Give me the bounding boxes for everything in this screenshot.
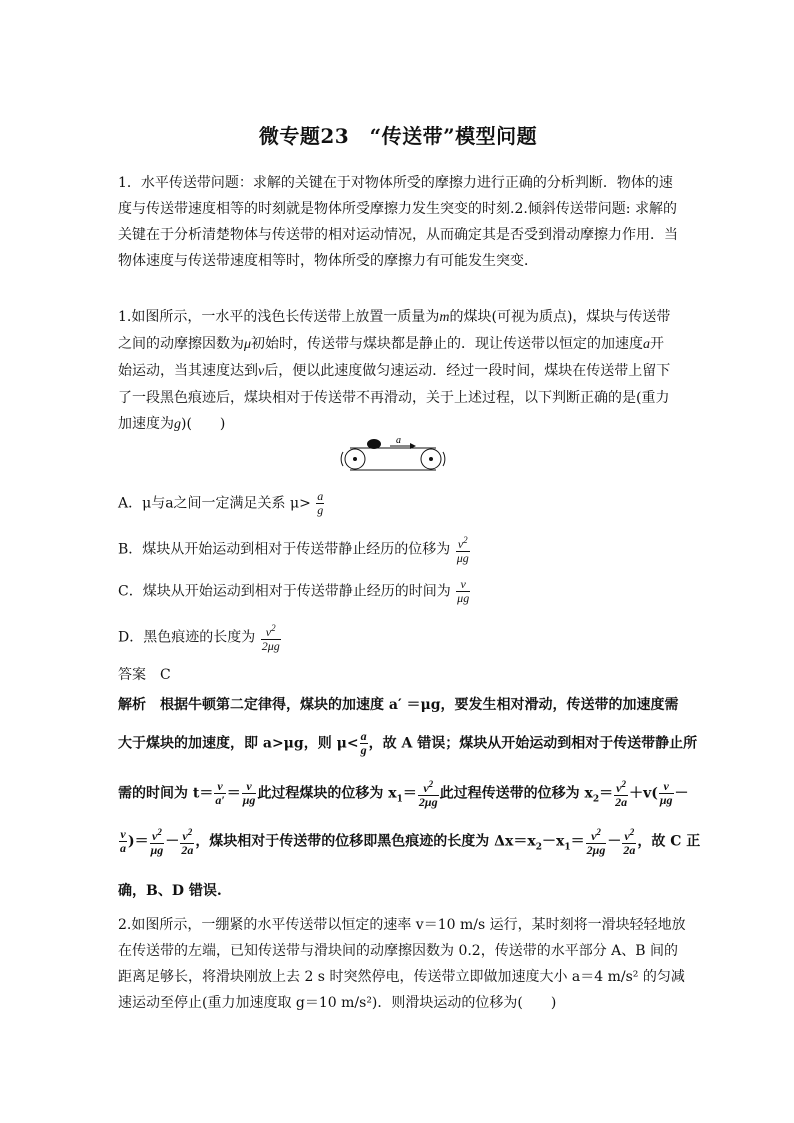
q1-text: 加速度为 — [118, 416, 174, 432]
option-a: A．μ与a之间一定满足关系 μ> $\frac{a}{g}$ — [118, 489, 324, 517]
diagram-label-a: a — [396, 438, 401, 446]
intro-line: 关键在于分析清楚物体与传送带的相对运动情况，从而确定其是否受到滑动摩擦力作用．当 — [118, 227, 678, 243]
question-1-stem — [118, 304, 678, 438]
q1-text: 开 — [650, 336, 665, 352]
solution-line-2: 大于煤块的加速度，即 a>μg，则 μ< $\frac{a}{g}$ ，故 A 错误；煤块从开始运动到相对于传送带静止所 — [118, 729, 698, 757]
option-b: B．煤块从开始运动到相对于传送带静止经历的位移为 $\frac{v^2}{\mu g}$ — [118, 535, 469, 565]
q1-text: 始运动，当其速度达到 — [118, 363, 258, 379]
solution-line-5: 确，B、D 错误. — [118, 883, 222, 899]
q1-var-m: m — [439, 310, 450, 325]
q1-text: 初始时，传送带与煤块都是静止的．现让传送带以恒定的加速度 — [251, 336, 644, 352]
question-2-stem — [118, 912, 686, 1016]
solution-line-1: 解析 根据牛顿第二定律得，煤块的加速度 a′ ＝μg，要发生相对滑动，传送带的加速度需 — [118, 697, 679, 713]
q2-line: 2.如图所示，一绷紧的水平传送带以恒定的速率 v＝10 m/s 运行，某时刻将一滑块轻轻地放 — [118, 917, 686, 933]
q2-line: 速运动至停止(重力加速度取 g＝10 m/s²)．则滑块运动的位移为( ) — [118, 995, 557, 1011]
q1-var-mu: μ — [244, 337, 252, 352]
solution-line-3: 需的时间为 t＝ $\frac{v}{a'}$ ＝ $\frac{v}{\mu g}$ 此过程煤块的位移为 $x_1=$ $\frac{v^2}{2\mu g}$ 此过程传送带的位移为 $x_2=$ $\frac{v^2}{2a}$ ＋v( $\frac{v}{\mu g}$ － — [118, 779, 689, 809]
q1-var-a: a — [643, 337, 651, 352]
conveyor-belt-diagram — [338, 438, 458, 486]
q1-text: 了一段黑色痕迹后，煤块相对于传送带不再滑动，关于上述过程，以下判断正确的是(重力 — [118, 390, 670, 406]
q1-text: 的煤块(可视为质点)，煤块与传送带 — [449, 309, 671, 325]
page-title: 微专题23 “传送带”模型问题 — [258, 124, 538, 148]
intro-line: 物体速度与传送带速度相等时，物体所受的摩擦力有可能发生突变． — [118, 253, 538, 269]
answer-line: 答案 C — [118, 667, 171, 683]
q1-text: 后，便以此速度做匀速运动．经过一段时间，煤块在传送带上留下 — [264, 363, 671, 379]
q1-var-g: g — [174, 417, 181, 432]
option-c: C．煤块从开始运动到相对于传送带静止经历的时间为 $\frac{v}{\mu g}$ — [118, 577, 470, 605]
q1-text: 1.如图所示，一水平的浅色长传送带上放置一质量为 — [118, 309, 440, 325]
option-d: D．黑色痕迹的长度为 $\frac{v^2}{2\mu g}$ — [118, 623, 280, 653]
conveyor-belt-svg — [338, 438, 458, 482]
solution-line-4: $\frac{v}{a}$ )＝ $\frac{v^2}{\mu g}$ － $\frac{v^2}{2a}$ ，煤块相对于传送带的位移即黑色痕迹的长度为 $\Delta x=x_2-x_1=$ $\frac{v^2}{2\mu g}$ － $\frac{v^2}{2a}$ ，故 C 正 — [120, 827, 701, 857]
q1-var-v: v — [258, 364, 265, 379]
intro-line: 度与传送带速度相等的时刻就是物体所受摩擦力发生突变的时刻.2.倾斜传送带问题: 求解的 — [118, 201, 677, 217]
coal-block-icon — [367, 439, 381, 449]
q2-line: 在传送带的左端，已知传送带与滑块间的动摩擦因数为 0.2，传送带的水平部分 A、B 间的 — [118, 943, 679, 959]
q2-line: 距离足够长，将滑块刚放上去 2 s 时突然停电，传送带立即做加速度大小 a＝4 m/s² 的匀减 — [118, 969, 685, 985]
q1-text: 之间的动摩擦因数为 — [118, 336, 244, 352]
intro-paragraph — [118, 170, 678, 274]
intro-line: 1．水平传送带问题：求解的关键在于对物体所受的摩擦力进行正确的分析判断．物体的速 — [118, 175, 673, 191]
q1-text: )( ) — [181, 416, 226, 432]
